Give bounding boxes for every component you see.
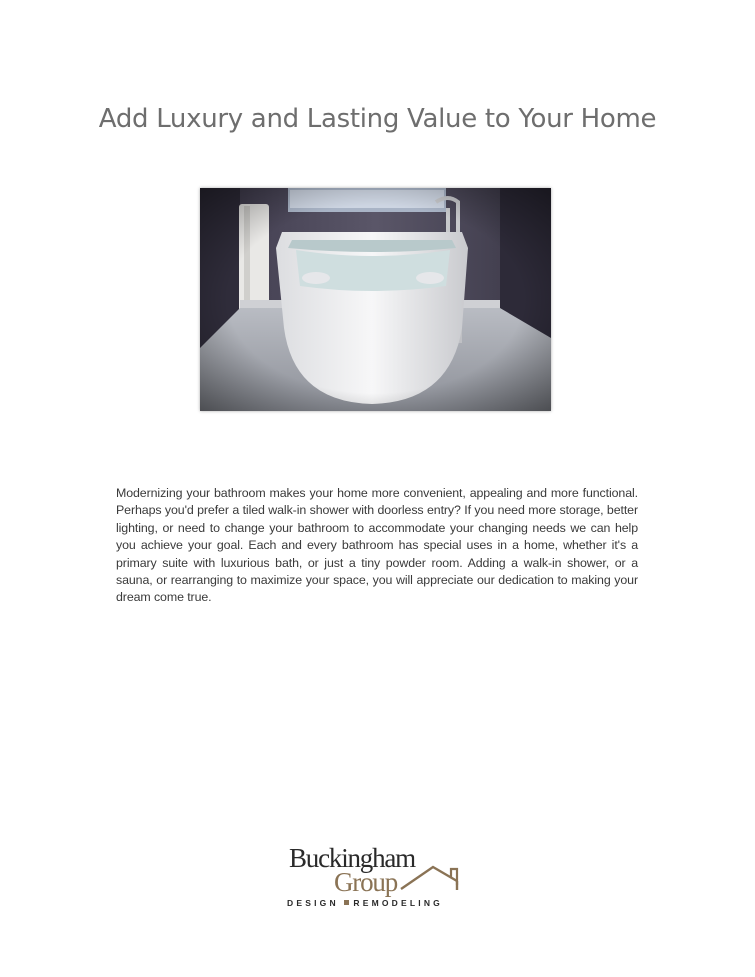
tagline-remodeling: REMODELING [353, 898, 443, 908]
page-title: Add Luxury and Lasting Value to Your Home [98, 104, 657, 134]
square-separator-icon [344, 900, 349, 905]
house-roof-icon [399, 863, 463, 891]
tagline-design: DESIGN [287, 898, 339, 908]
logo-wordmark-buckingham: Buckingham [289, 843, 415, 873]
logo-tagline [287, 898, 465, 908]
body-paragraph: Modernizing your bathroom makes your home more convenient, appealing and more functional. Perhaps you'd prefer a tiled walk-in shower with doorless entry? If you need more storage, better lighting, or need to change your bathroom to accommodate your changing needs we can help you achieve your goal. Each and every bathroom has special uses in a home, whether it's a primary suite with luxurious bath, or just a tiny powder room. Adding a walk-in shower, or a sauna, or rearranging to maximize your space, you will appreciate our dedication to making your dream come true. [116, 486, 638, 605]
logo-wordmark-group: Group [334, 867, 397, 897]
bathtub-photo [200, 188, 551, 411]
company-logo [287, 843, 467, 911]
